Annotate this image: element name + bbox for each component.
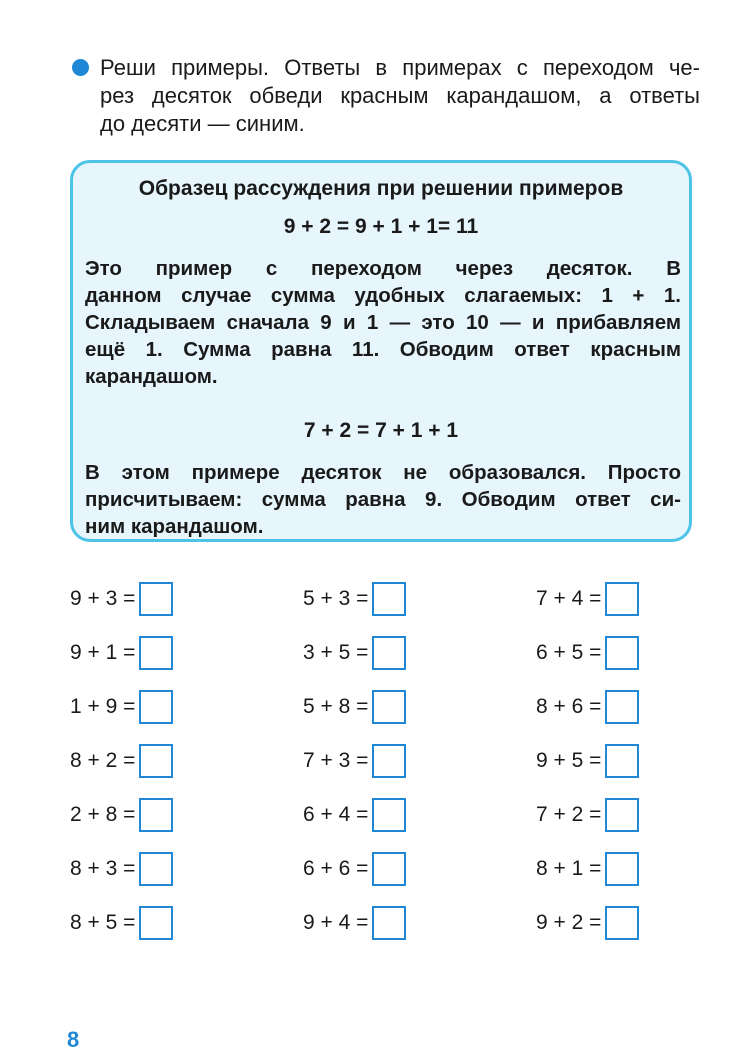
exercise-item — [536, 852, 639, 886]
exercise-expression: 6 + 6 = — [303, 857, 369, 880]
answer-box[interactable] — [605, 582, 639, 616]
sample-formula-1: 9 + 2 = 9 + 1 + 1= 11 — [283, 215, 479, 238]
paragraph-line: данном случае сумма удобных слагаемых: 1 + 1. — [85, 284, 681, 307]
answer-box[interactable] — [139, 636, 173, 670]
answer-box[interactable] — [139, 852, 173, 886]
exercise-expression: 9 + 3 = — [70, 587, 136, 610]
answer-box[interactable] — [139, 906, 173, 940]
sample-paragraph-2 — [85, 459, 681, 540]
paragraph-line: ним карандашом. — [85, 515, 264, 538]
exercise-expression: 8 + 1 = — [536, 857, 602, 880]
sample-paragraph-1 — [85, 255, 681, 390]
exercise-item — [303, 852, 406, 886]
paragraph-line: Это пример с переходом через десяток. В — [85, 257, 681, 280]
answer-box[interactable] — [139, 582, 173, 616]
answer-box[interactable] — [372, 636, 406, 670]
instruction-line: Реши примеры. Ответы в примерах с переходом че- — [100, 55, 700, 80]
exercise-item — [536, 906, 639, 940]
instruction-line: рез десяток обведи красным карандашом, а ответы — [100, 83, 700, 108]
exercise-item — [70, 906, 173, 940]
exercise-expression: 6 + 5 = — [536, 641, 602, 664]
exercise-item — [70, 798, 173, 832]
exercise-expression: 7 + 2 = — [536, 803, 602, 826]
exercise-expression: 1 + 9 = — [70, 695, 136, 718]
exercise-expression: 8 + 2 = — [70, 749, 136, 772]
sample-reasoning-box — [70, 160, 692, 542]
exercise-item — [536, 636, 639, 670]
paragraph-line: В этом примере десяток не образовался. Просто — [85, 461, 681, 484]
exercise-expression: 5 + 3 = — [303, 587, 369, 610]
answer-box[interactable] — [605, 906, 639, 940]
exercise-expression: 7 + 3 = — [303, 749, 369, 772]
exercise-item — [303, 690, 406, 724]
exercise-expression: 9 + 5 = — [536, 749, 602, 772]
answer-box[interactable] — [372, 906, 406, 940]
exercise-expression: 9 + 4 = — [303, 911, 369, 934]
bullet-icon — [72, 59, 89, 76]
exercise-item — [70, 852, 173, 886]
exercise-item — [536, 744, 639, 778]
answer-box[interactable] — [139, 798, 173, 832]
exercise-expression: 7 + 4 = — [536, 587, 602, 610]
exercise-item — [70, 690, 173, 724]
exercise-expression: 8 + 3 = — [70, 857, 136, 880]
exercise-item — [70, 744, 173, 778]
answer-box[interactable] — [372, 744, 406, 778]
answer-box[interactable] — [139, 744, 173, 778]
answer-box[interactable] — [372, 690, 406, 724]
exercise-item — [536, 582, 639, 616]
exercise-item — [303, 906, 406, 940]
exercise-item — [70, 636, 173, 670]
exercise-expression: 8 + 5 = — [70, 911, 136, 934]
paragraph-line: присчитываем: сумма равна 9. Обводим ответ си- — [85, 488, 681, 511]
answer-box[interactable] — [605, 744, 639, 778]
exercise-item — [536, 798, 639, 832]
answer-box[interactable] — [139, 690, 173, 724]
sample-title: Образец рассуждения при решении примеров — [138, 177, 624, 200]
exercise-item — [303, 798, 406, 832]
exercise-item — [303, 582, 406, 616]
paragraph-line: Складываем сначала 9 и 1 — это 10 — и прибавляем — [85, 311, 681, 334]
exercise-item — [303, 744, 406, 778]
exercise-expression: 3 + 5 = — [303, 641, 369, 664]
answer-box[interactable] — [605, 852, 639, 886]
paragraph-line: карандашом. — [85, 365, 218, 388]
answer-box[interactable] — [605, 798, 639, 832]
exercise-expression: 5 + 8 = — [303, 695, 369, 718]
exercise-item — [303, 636, 406, 670]
exercise-item — [70, 582, 173, 616]
answer-box[interactable] — [372, 582, 406, 616]
exercise-expression: 9 + 1 = — [70, 641, 136, 664]
answer-box[interactable] — [372, 852, 406, 886]
instruction-line: до десяти — синим. — [100, 111, 305, 136]
answer-box[interactable] — [605, 636, 639, 670]
answer-box[interactable] — [605, 690, 639, 724]
exercise-expression: 6 + 4 = — [303, 803, 369, 826]
exercise-expression: 8 + 6 = — [536, 695, 602, 718]
answer-box[interactable] — [372, 798, 406, 832]
sample-formula-2: 7 + 2 = 7 + 1 + 1 — [303, 419, 459, 442]
page-number: 8 — [67, 1027, 80, 1052]
exercise-item — [536, 690, 639, 724]
instruction-text — [100, 54, 700, 138]
exercise-expression: 2 + 8 = — [70, 803, 136, 826]
exercise-expression: 9 + 2 = — [536, 911, 602, 934]
paragraph-line: ещё 1. Сумма равна 11. Обводим ответ красным — [85, 338, 681, 361]
